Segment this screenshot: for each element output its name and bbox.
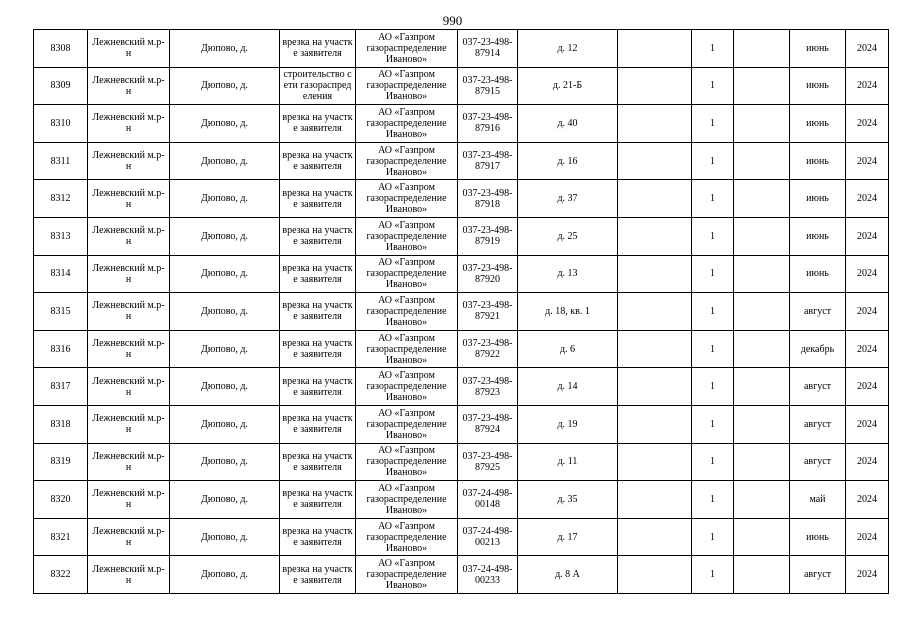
year-cell: 2024	[846, 30, 889, 68]
month-cell: август	[790, 556, 846, 594]
row-number-cell: 8318	[34, 405, 88, 443]
organization-cell: АО «Газпром газораспределение Иваново»	[356, 30, 458, 68]
empty-cell	[734, 405, 790, 443]
registry-table-body	[34, 30, 889, 594]
empty-cell	[734, 67, 790, 105]
district-cell: Лежневский м.р-н	[88, 518, 170, 556]
district-cell: Лежневский м.р-н	[88, 330, 170, 368]
table-row	[34, 481, 889, 519]
address-cell: д. 21-Б	[518, 67, 618, 105]
settlement-cell: Дюпово, д.	[170, 67, 280, 105]
empty-cell	[734, 142, 790, 180]
count-cell: 1	[692, 293, 734, 331]
empty-cell	[618, 30, 692, 68]
address-cell: д. 8 А	[518, 556, 618, 594]
count-cell: 1	[692, 443, 734, 481]
empty-cell	[734, 30, 790, 68]
settlement-cell: Дюпово, д.	[170, 180, 280, 218]
table-row	[34, 142, 889, 180]
row-number-cell: 8310	[34, 105, 88, 143]
year-cell: 2024	[846, 255, 889, 293]
district-cell: Лежневский м.р-н	[88, 443, 170, 481]
settlement-cell: Дюпово, д.	[170, 142, 280, 180]
table-row	[34, 368, 889, 406]
empty-cell	[734, 518, 790, 556]
registration-code-cell: 037-23-498-87925	[458, 443, 518, 481]
address-cell: д. 25	[518, 217, 618, 255]
registration-code-cell: 037-24-498-00213	[458, 518, 518, 556]
month-cell: август	[790, 405, 846, 443]
organization-cell: АО «Газпром газораспределение Иваново»	[356, 368, 458, 406]
month-cell: май	[790, 481, 846, 519]
settlement-cell: Дюпово, д.	[170, 405, 280, 443]
settlement-cell: Дюпово, д.	[170, 443, 280, 481]
month-cell: июнь	[790, 105, 846, 143]
month-cell: июнь	[790, 217, 846, 255]
year-cell: 2024	[846, 368, 889, 406]
work-type-cell: врезка на участке заявителя	[280, 518, 356, 556]
month-cell: июнь	[790, 518, 846, 556]
month-cell: август	[790, 443, 846, 481]
registration-code-cell: 037-24-498-00148	[458, 481, 518, 519]
table-row	[34, 405, 889, 443]
settlement-cell: Дюпово, д.	[170, 255, 280, 293]
empty-cell	[618, 368, 692, 406]
month-cell: июнь	[790, 30, 846, 68]
address-cell: д. 16	[518, 142, 618, 180]
registry-table	[33, 29, 889, 594]
count-cell: 1	[692, 255, 734, 293]
year-cell: 2024	[846, 481, 889, 519]
row-number-cell: 8311	[34, 142, 88, 180]
month-cell: июнь	[790, 255, 846, 293]
count-cell: 1	[692, 368, 734, 406]
district-cell: Лежневский м.р-н	[88, 217, 170, 255]
work-type-cell: врезка на участке заявителя	[280, 330, 356, 368]
work-type-cell: врезка на участке заявителя	[280, 142, 356, 180]
registration-code-cell: 037-23-498-87920	[458, 255, 518, 293]
count-cell: 1	[692, 405, 734, 443]
row-number-cell: 8309	[34, 67, 88, 105]
row-number-cell: 8321	[34, 518, 88, 556]
district-cell: Лежневский м.р-н	[88, 67, 170, 105]
table-row	[34, 217, 889, 255]
empty-cell	[618, 67, 692, 105]
row-number-cell: 8317	[34, 368, 88, 406]
empty-cell	[618, 217, 692, 255]
settlement-cell: Дюпово, д.	[170, 518, 280, 556]
empty-cell	[734, 330, 790, 368]
row-number-cell: 8316	[34, 330, 88, 368]
work-type-cell: врезка на участке заявителя	[280, 556, 356, 594]
year-cell: 2024	[846, 405, 889, 443]
registration-code-cell: 037-23-498-87915	[458, 67, 518, 105]
month-cell: июнь	[790, 67, 846, 105]
organization-cell: АО «Газпром газораспределение Иваново»	[356, 556, 458, 594]
address-cell: д. 37	[518, 180, 618, 218]
organization-cell: АО «Газпром газораспределение Иваново»	[356, 255, 458, 293]
month-cell: декабрь	[790, 330, 846, 368]
count-cell: 1	[692, 105, 734, 143]
registration-code-cell: 037-23-498-87919	[458, 217, 518, 255]
empty-cell	[618, 142, 692, 180]
district-cell: Лежневский м.р-н	[88, 180, 170, 218]
month-cell: июнь	[790, 180, 846, 218]
organization-cell: АО «Газпром газораспределение Иваново»	[356, 405, 458, 443]
row-number-cell: 8320	[34, 481, 88, 519]
empty-cell	[618, 105, 692, 143]
address-cell: д. 13	[518, 255, 618, 293]
count-cell: 1	[692, 330, 734, 368]
address-cell: д. 35	[518, 481, 618, 519]
empty-cell	[618, 443, 692, 481]
row-number-cell: 8322	[34, 556, 88, 594]
work-type-cell: врезка на участке заявителя	[280, 30, 356, 68]
table-row	[34, 293, 889, 331]
page-number: 990	[442, 13, 463, 28]
table-row	[34, 330, 889, 368]
month-cell: август	[790, 293, 846, 331]
table-row	[34, 556, 889, 594]
organization-cell: АО «Газпром газораспределение Иваново»	[356, 443, 458, 481]
settlement-cell: Дюпово, д.	[170, 105, 280, 143]
settlement-cell: Дюпово, д.	[170, 556, 280, 594]
district-cell: Лежневский м.р-н	[88, 30, 170, 68]
work-type-cell: врезка на участке заявителя	[280, 443, 356, 481]
settlement-cell: Дюпово, д.	[170, 330, 280, 368]
registration-code-cell: 037-24-498-00233	[458, 556, 518, 594]
year-cell: 2024	[846, 518, 889, 556]
empty-cell	[734, 368, 790, 406]
district-cell: Лежневский м.р-н	[88, 481, 170, 519]
year-cell: 2024	[846, 443, 889, 481]
address-cell: д. 17	[518, 518, 618, 556]
address-cell: д. 11	[518, 443, 618, 481]
month-cell: июнь	[790, 142, 846, 180]
empty-cell	[618, 481, 692, 519]
registration-code-cell: 037-23-498-87914	[458, 30, 518, 68]
work-type-cell: врезка на участке заявителя	[280, 255, 356, 293]
address-cell: д. 12	[518, 30, 618, 68]
table-row	[34, 30, 889, 68]
row-number-cell: 8319	[34, 443, 88, 481]
district-cell: Лежневский м.р-н	[88, 368, 170, 406]
district-cell: Лежневский м.р-н	[88, 293, 170, 331]
year-cell: 2024	[846, 180, 889, 218]
empty-cell	[734, 443, 790, 481]
empty-cell	[734, 556, 790, 594]
district-cell: Лежневский м.р-н	[88, 405, 170, 443]
organization-cell: АО «Газпром газораспределение Иваново»	[356, 142, 458, 180]
registration-code-cell: 037-23-498-87918	[458, 180, 518, 218]
empty-cell	[734, 255, 790, 293]
month-cell: август	[790, 368, 846, 406]
registration-code-cell: 037-23-498-87923	[458, 368, 518, 406]
registration-code-cell: 037-23-498-87922	[458, 330, 518, 368]
table-row	[34, 518, 889, 556]
empty-cell	[618, 255, 692, 293]
address-cell: д. 19	[518, 405, 618, 443]
count-cell: 1	[692, 217, 734, 255]
registration-code-cell: 037-23-498-87921	[458, 293, 518, 331]
year-cell: 2024	[846, 217, 889, 255]
organization-cell: АО «Газпром газораспределение Иваново»	[356, 217, 458, 255]
work-type-cell: врезка на участке заявителя	[280, 180, 356, 218]
empty-cell	[618, 293, 692, 331]
empty-cell	[734, 217, 790, 255]
work-type-cell: строительство сети газораспределения	[280, 67, 356, 105]
district-cell: Лежневский м.р-н	[88, 556, 170, 594]
count-cell: 1	[692, 142, 734, 180]
settlement-cell: Дюпово, д.	[170, 481, 280, 519]
address-cell: д. 40	[518, 105, 618, 143]
registration-code-cell: 037-23-498-87917	[458, 142, 518, 180]
address-cell: д. 18, кв. 1	[518, 293, 618, 331]
organization-cell: АО «Газпром газораспределение Иваново»	[356, 518, 458, 556]
year-cell: 2024	[846, 293, 889, 331]
table-row	[34, 443, 889, 481]
district-cell: Лежневский м.р-н	[88, 255, 170, 293]
row-number-cell: 8314	[34, 255, 88, 293]
district-cell: Лежневский м.р-н	[88, 105, 170, 143]
empty-cell	[618, 180, 692, 218]
count-cell: 1	[692, 481, 734, 519]
count-cell: 1	[692, 30, 734, 68]
empty-cell	[618, 405, 692, 443]
settlement-cell: Дюпово, д.	[170, 293, 280, 331]
settlement-cell: Дюпово, д.	[170, 217, 280, 255]
work-type-cell: врезка на участке заявителя	[280, 481, 356, 519]
year-cell: 2024	[846, 105, 889, 143]
work-type-cell: врезка на участке заявителя	[280, 405, 356, 443]
organization-cell: АО «Газпром газораспределение Иваново»	[356, 67, 458, 105]
year-cell: 2024	[846, 556, 889, 594]
year-cell: 2024	[846, 330, 889, 368]
count-cell: 1	[692, 67, 734, 105]
count-cell: 1	[692, 180, 734, 218]
organization-cell: АО «Газпром газораспределение Иваново»	[356, 481, 458, 519]
count-cell: 1	[692, 518, 734, 556]
work-type-cell: врезка на участке заявителя	[280, 368, 356, 406]
empty-cell	[734, 293, 790, 331]
table-row	[34, 67, 889, 105]
empty-cell	[734, 481, 790, 519]
row-number-cell: 8312	[34, 180, 88, 218]
organization-cell: АО «Газпром газораспределение Иваново»	[356, 330, 458, 368]
settlement-cell: Дюпово, д.	[170, 368, 280, 406]
row-number-cell: 8308	[34, 30, 88, 68]
work-type-cell: врезка на участке заявителя	[280, 105, 356, 143]
year-cell: 2024	[846, 67, 889, 105]
district-cell: Лежневский м.р-н	[88, 142, 170, 180]
empty-cell	[618, 518, 692, 556]
registration-code-cell: 037-23-498-87924	[458, 405, 518, 443]
empty-cell	[734, 105, 790, 143]
organization-cell: АО «Газпром газораспределение Иваново»	[356, 293, 458, 331]
registration-code-cell: 037-23-498-87916	[458, 105, 518, 143]
work-type-cell: врезка на участке заявителя	[280, 293, 356, 331]
settlement-cell: Дюпово, д.	[170, 30, 280, 68]
address-cell: д. 6	[518, 330, 618, 368]
table-row	[34, 255, 889, 293]
empty-cell	[618, 556, 692, 594]
count-cell: 1	[692, 556, 734, 594]
table-row	[34, 105, 889, 143]
organization-cell: АО «Газпром газораспределение Иваново»	[356, 105, 458, 143]
table-row	[34, 180, 889, 218]
empty-cell	[734, 180, 790, 218]
empty-cell	[618, 330, 692, 368]
work-type-cell: врезка на участке заявителя	[280, 217, 356, 255]
row-number-cell: 8313	[34, 217, 88, 255]
organization-cell: АО «Газпром газораспределение Иваново»	[356, 180, 458, 218]
address-cell: д. 14	[518, 368, 618, 406]
year-cell: 2024	[846, 142, 889, 180]
row-number-cell: 8315	[34, 293, 88, 331]
